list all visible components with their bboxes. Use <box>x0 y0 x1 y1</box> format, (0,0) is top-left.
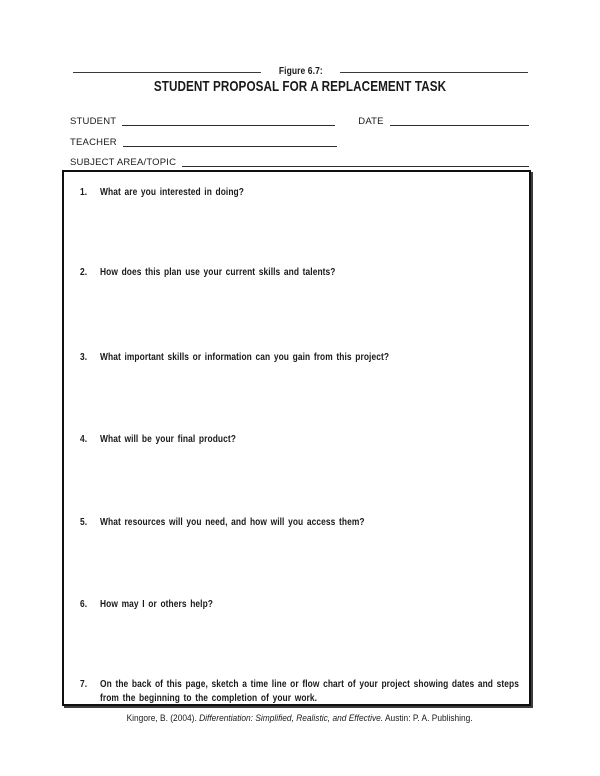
question-item <box>64 515 532 529</box>
question-number: 1. <box>80 186 88 198</box>
teacher-label: TEACHER <box>70 137 117 148</box>
question-text: How does this plan use your current skills and talents? <box>100 266 336 278</box>
questions-box <box>62 170 531 706</box>
subject-area-blank-line <box>182 157 529 167</box>
question-item <box>64 350 532 364</box>
date-label: DATE <box>358 116 384 127</box>
header-rule-left <box>73 72 261 73</box>
citation-text <box>127 713 473 724</box>
question-text: What will be your final product? <box>100 433 236 445</box>
student-date-row <box>70 112 529 127</box>
date-blank-line <box>390 116 529 126</box>
question-text: What are you interested in doing? <box>100 186 244 198</box>
teacher-blank-line <box>123 137 337 147</box>
citation-pre: Kingore, B. (2004). <box>126 713 200 724</box>
question-number: 2. <box>80 266 88 278</box>
subject-area-label: SUBJECT AREA/TOPIC <box>70 157 177 168</box>
header-rule-right <box>340 72 528 73</box>
question-number: 3. <box>80 351 88 363</box>
teacher-row <box>70 133 529 148</box>
student-blank-line <box>122 116 335 126</box>
citation <box>0 713 600 724</box>
form-title: STUDENT PROPOSAL FOR A REPLACEMENT TASK <box>153 78 447 95</box>
citation-book-title: Differentiation: Simplified, Realistic, and Effective. <box>199 713 384 724</box>
question-item <box>64 265 532 279</box>
figure-label: Figure 6.7: <box>278 66 323 77</box>
question-text: On the back of this page, sketch a time line or flow chart of your project showing dates and steps from the beginning to the completion of your work. <box>100 678 519 704</box>
question-item <box>64 597 532 611</box>
question-item <box>64 677 532 705</box>
question-number: 6. <box>80 598 88 610</box>
question-text: What resources will you need, and how will you access them? <box>100 516 365 528</box>
question-number: 5. <box>80 516 88 528</box>
question-number: 7. <box>80 678 88 690</box>
student-label: STUDENT <box>70 116 117 127</box>
citation-post: Austin: P. A. Publishing. <box>383 713 474 724</box>
question-item <box>64 185 532 199</box>
subject-area-row <box>70 153 529 168</box>
question-text: How may I or others help? <box>100 598 214 610</box>
question-number: 4. <box>80 433 88 445</box>
question-item <box>64 432 532 446</box>
figure-header <box>73 64 528 77</box>
question-text: What important skills or information can you gain from this project? <box>100 351 390 363</box>
